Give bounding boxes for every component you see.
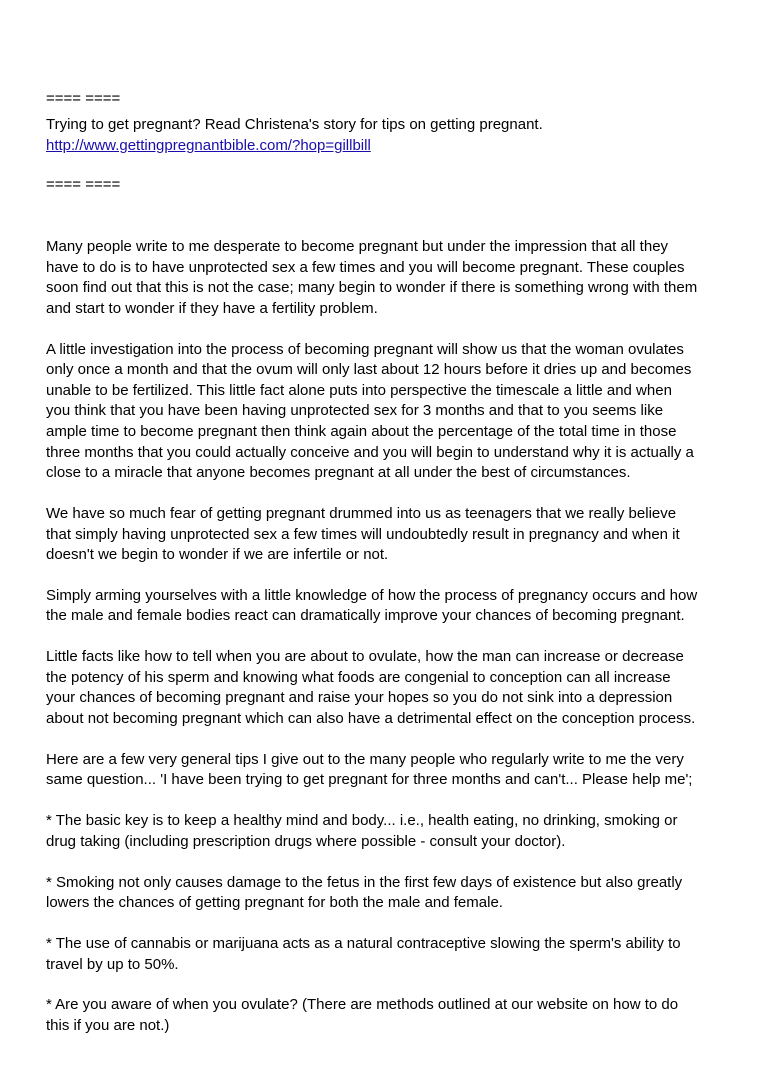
paragraph-line: same question... 'I have been trying to get pregnant for three months and can't... Please help me'; bbox=[46, 771, 693, 789]
paragraph-2 bbox=[46, 340, 736, 484]
paragraph-line: this if you are not.) bbox=[46, 1016, 170, 1034]
tip-smoking bbox=[46, 873, 736, 914]
paragraph-4 bbox=[46, 586, 736, 627]
separator-top: ==== ==== bbox=[46, 90, 121, 107]
paragraph-6 bbox=[46, 750, 736, 791]
paragraph-line: * The use of cannabis or marijuana acts as a natural contraceptive slowing the sperm's ability to bbox=[46, 934, 681, 952]
paragraph-line: soon find out that this is not the case; many begin to wonder if there is something wrong with them bbox=[46, 279, 698, 297]
paragraph-line: three months that you could actually conceive and you will begin to understand why it is actually a bbox=[46, 443, 694, 461]
paragraph-1 bbox=[46, 237, 736, 319]
paragraph-line: close to a miracle that anyone becomes pregnant at all under the best of circumstances. bbox=[46, 464, 631, 482]
paragraph-3 bbox=[46, 504, 736, 566]
paragraph-line: * Are you aware of when you ovulate? (There are methods outlined at our website on how to do bbox=[46, 996, 679, 1014]
tip-cannabis bbox=[46, 934, 736, 975]
article-body bbox=[46, 237, 736, 1057]
website-link[interactable]: http://www.gettingpregnantbible.com/?hop=gillbill bbox=[46, 137, 371, 154]
paragraph-line: lowers the chances of getting pregnant for both the male and female. bbox=[46, 894, 503, 912]
paragraph-line: your chances of becoming pregnant and raise your hopes so you do not sink into a depression bbox=[46, 689, 673, 707]
paragraph-line: that simply having unprotected sex a few times will undoubtedly result in pregnancy and when it bbox=[46, 525, 680, 543]
paragraph-5 bbox=[46, 647, 736, 729]
paragraph-line: travel by up to 50%. bbox=[46, 955, 179, 973]
paragraph-line: We have so much fear of getting pregnant drummed into us as teenagers that we really believe bbox=[46, 504, 677, 522]
paragraph-line: only once a month and that the ovum will only last about 12 hours before it dries up and becomes bbox=[46, 361, 692, 379]
separator-bottom: ==== ==== bbox=[46, 176, 121, 193]
paragraph-line: ample time to become pregnant then think again about the percentage of the total time in those bbox=[46, 422, 677, 440]
intro-block bbox=[46, 114, 543, 156]
paragraph-line: have to do is to have unprotected sex a few times and you will become pregnant. These couples bbox=[46, 258, 685, 276]
paragraph-line: Many people write to me desperate to become pregnant but under the impression that all they bbox=[46, 238, 669, 255]
paragraph-line: doesn't we begin to wonder if we are infertile or not. bbox=[46, 546, 389, 564]
paragraph-line: Here are a few very general tips I give out to the many people who regularly write to me the very bbox=[46, 750, 684, 768]
paragraph-line: and start to wonder if they have a fertility problem. bbox=[46, 299, 378, 317]
paragraph-line: you think that you have been having unprotected sex for 3 months and that to you seems like bbox=[46, 402, 664, 420]
paragraph-line: unable to be fertilized. This little fact alone puts into perspective the timescale a little and when bbox=[46, 381, 672, 399]
intro-link-line bbox=[46, 135, 543, 156]
paragraph-line: about not becoming pregnant which can also have a detrimental effect on the conception process. bbox=[46, 710, 696, 728]
intro-headline: Trying to get pregnant? Read Christena's story for tips on getting pregnant. bbox=[46, 116, 543, 133]
paragraph-line: Little facts like how to tell when you are about to ovulate, how the man can increase or decrease bbox=[46, 648, 684, 666]
tip-ovulation bbox=[46, 995, 736, 1036]
paragraph-line: * Smoking not only causes damage to the fetus in the first few days of existence but also greatly bbox=[46, 873, 683, 891]
paragraph-line: * The basic key is to keep a healthy mind and body... i.e., health eating, no drinking, smoking or bbox=[46, 812, 678, 830]
paragraph-line: A little investigation into the process of becoming pregnant will show us that the woman ovulates bbox=[46, 340, 684, 358]
paragraph-line: Simply arming yourselves with a little knowledge of how the process of pregnancy occurs and how bbox=[46, 586, 698, 604]
tip-healthy-body bbox=[46, 811, 736, 852]
paragraph-line: the male and female bodies react can dramatically improve your chances of becoming pregnant. bbox=[46, 607, 685, 625]
paragraph-line: the potency of his sperm and knowing what foods are congenial to conception can all increase bbox=[46, 668, 671, 686]
paragraph-line: drug taking (including prescription drugs where possible - consult your doctor). bbox=[46, 832, 566, 850]
